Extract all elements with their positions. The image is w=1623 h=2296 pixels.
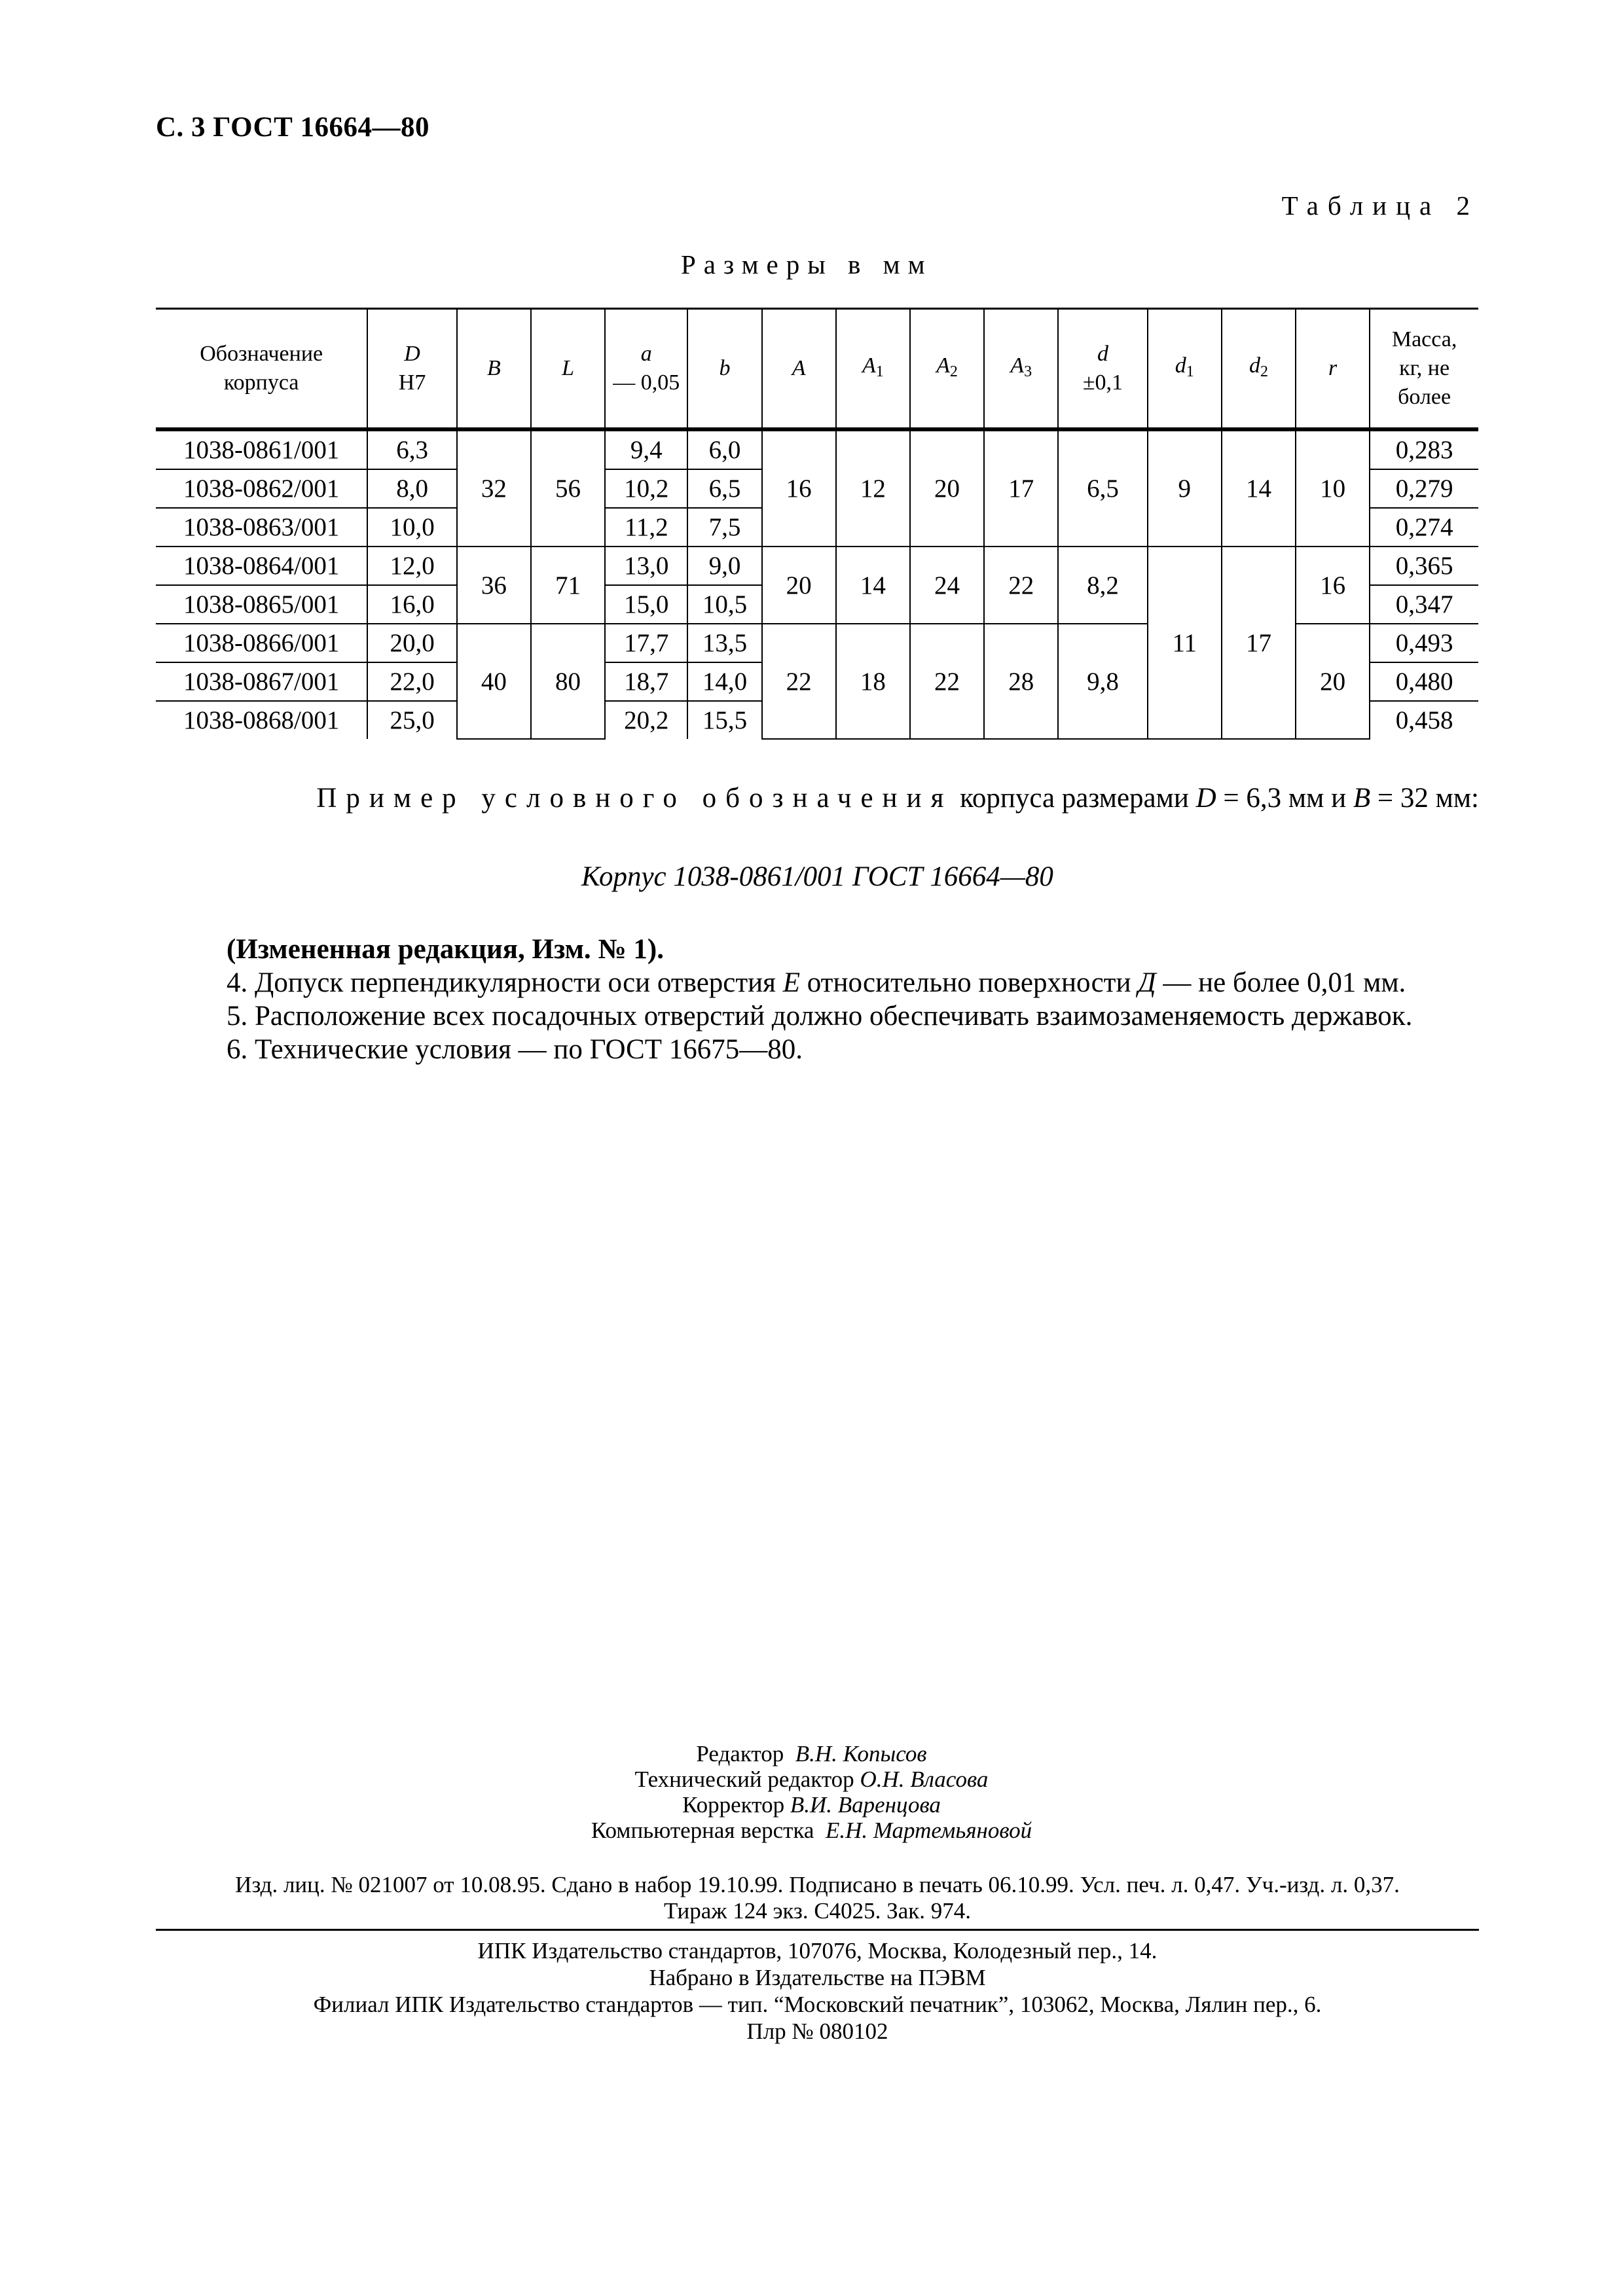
credit-corrector: Корректор В.И. Варенцова [682,1792,941,1818]
header-A2: A2 [910,309,984,430]
cell-a: 18,7 [605,662,687,701]
cell-d1: 9 [1148,429,1222,547]
table-label: Таблица 2 [1281,190,1479,221]
cell-designation: 1038-0865/001 [156,585,367,624]
printer-line: Филиал ИПК Издательство стандартов — тип. “Московский печатник”, 103062, Москва, Лялин пер., 6. [313,1992,1322,2017]
cell-d: 9,8 [1058,624,1147,739]
credit-editor: Редактор В.Н. Копысов [696,1741,927,1767]
header-designation: Обозначение корпуса [156,309,367,430]
publication-info [156,1872,1479,1924]
cell-r: 10 [1296,429,1370,547]
cell-A: 20 [762,547,836,624]
cell-A2: 22 [910,624,984,739]
cell-b: 6,0 [687,429,761,469]
cell-designation: 1038-0863/001 [156,508,367,547]
header-a: a — 0,05 [605,309,687,430]
cell-A3: 22 [984,547,1058,624]
cell-d: 6,5 [1058,429,1147,547]
cell-designation: 1038-0868/001 [156,701,367,739]
cell-D: 12,0 [367,547,456,585]
table-row [156,429,1478,469]
cell-d1: 11 [1148,547,1222,739]
header-b: b [687,309,761,430]
cell-L: 56 [531,429,605,547]
cell-A2: 20 [910,429,984,547]
cell-mass: 0,283 [1370,429,1478,469]
cell-r: 16 [1296,547,1370,624]
cell-L: 80 [531,624,605,739]
cell-a: 11,2 [605,508,687,547]
printer-line: Плр № 080102 [746,2018,888,2044]
cell-A1: 12 [836,429,910,547]
header-d2: d2 [1222,309,1296,430]
cell-D: 10,0 [367,508,456,547]
cell-A: 22 [762,624,836,739]
cell-designation: 1038-0867/001 [156,662,367,701]
cell-mass: 0,279 [1370,469,1478,508]
header-A: A [762,309,836,430]
cell-designation: 1038-0864/001 [156,547,367,585]
cell-A2: 24 [910,547,984,624]
cell-b: 15,5 [687,701,761,739]
paragraph-6: 6. Технические условия — по ГОСТ 16675—80. [227,1034,803,1065]
cell-A3: 28 [984,624,1058,739]
cell-b: 13,5 [687,624,761,662]
cell-D: 22,0 [367,662,456,701]
header-L: L [531,309,605,430]
dimensions-table [156,308,1478,740]
header-B: B [457,309,531,430]
cell-mass: 0,365 [1370,547,1478,585]
cell-b: 14,0 [687,662,761,701]
revision-note: (Измененная редакция, Изм. № 1). [227,934,664,965]
cell-L: 71 [531,547,605,624]
cell-B: 32 [457,429,531,547]
credits-block [0,1741,1623,1843]
printer-line: ИПК Издательство стандартов, 107076, Москва, Колодезный пер., 14. [477,1938,1158,1964]
example-statement: Пример условного обозначения корпуса размерами D = 6,3 мм и B = 32 мм: [316,783,1479,814]
printer-line: Набрано в Издательстве на ПЭВМ [649,1965,986,1990]
cell-A: 16 [762,429,836,547]
cell-a: 20,2 [605,701,687,739]
divider [156,1929,1479,1931]
publication-line: Изд. лиц. № 021007 от 10.08.95. Сдано в набор 19.10.99. Подписано в печать 06.10.99. Усл. печ. л. 0,47. Уч.-изд. л. 0,37. [235,1872,1400,1897]
header-D: D H7 [367,309,456,430]
header-mass: Масса, кг, не более [1370,309,1478,430]
example-spaced-heading: Пример условного обозначения [316,783,953,814]
header-r: r [1296,309,1370,430]
cell-mass: 0,493 [1370,624,1478,662]
cell-mass: 0,347 [1370,585,1478,624]
paragraph-5: 5. Расположение всех посадочных отверстий должно обеспечивать взаимозаменяемость державок. [227,1001,1413,1031]
page-title: С. 3 ГОСТ 16664—80 [156,112,430,143]
cell-a: 17,7 [605,624,687,662]
cell-B: 36 [457,547,531,624]
cell-d2: 14 [1222,429,1296,547]
printer-info [156,1937,1479,2045]
cell-mass: 0,458 [1370,701,1478,739]
cell-B: 40 [457,624,531,739]
cell-D: 6,3 [367,429,456,469]
credit-tech-editor: Технический редактор О.Н. Власова [634,1767,989,1792]
table-row [156,547,1478,585]
cell-d2: 17 [1222,547,1296,739]
cell-a: 9,4 [605,429,687,469]
cell-b: 6,5 [687,469,761,508]
cell-r: 20 [1296,624,1370,739]
cell-D: 8,0 [367,469,456,508]
cell-d: 8,2 [1058,547,1147,624]
body-text [156,933,1479,1066]
cell-D: 25,0 [367,701,456,739]
paragraph-4: 4. Допуск перпендикулярности оси отверстия E относительно поверхности Д — не более 0,01 мм. [227,967,1406,998]
cell-A1: 14 [836,547,910,624]
header-A3: A3 [984,309,1058,430]
cell-mass: 0,480 [1370,662,1478,701]
cell-designation: 1038-0861/001 [156,429,367,469]
example-designation: Корпус 1038-0861/001 ГОСТ 16664—80 [581,861,1053,892]
cell-designation: 1038-0866/001 [156,624,367,662]
table-subtitle: Размеры в мм [681,249,933,279]
cell-b: 7,5 [687,508,761,547]
header-A1: A1 [836,309,910,430]
header-d: d ±0,1 [1058,309,1147,430]
cell-designation: 1038-0862/001 [156,469,367,508]
cell-b: 9,0 [687,547,761,585]
publication-line: Тираж 124 экз. С4025. Зак. 974. [663,1898,971,1924]
cell-D: 16,0 [367,585,456,624]
cell-A1: 18 [836,624,910,739]
cell-a: 15,0 [605,585,687,624]
header-d1: d1 [1148,309,1222,430]
cell-A3: 17 [984,429,1058,547]
cell-D: 20,0 [367,624,456,662]
cell-a: 10,2 [605,469,687,508]
cell-a: 13,0 [605,547,687,585]
table-header-row [156,309,1478,430]
cell-b: 10,5 [687,585,761,624]
cell-mass: 0,274 [1370,508,1478,547]
credit-layout: Компьютерная верстка Е.Н. Мартемьяновой [591,1818,1032,1843]
